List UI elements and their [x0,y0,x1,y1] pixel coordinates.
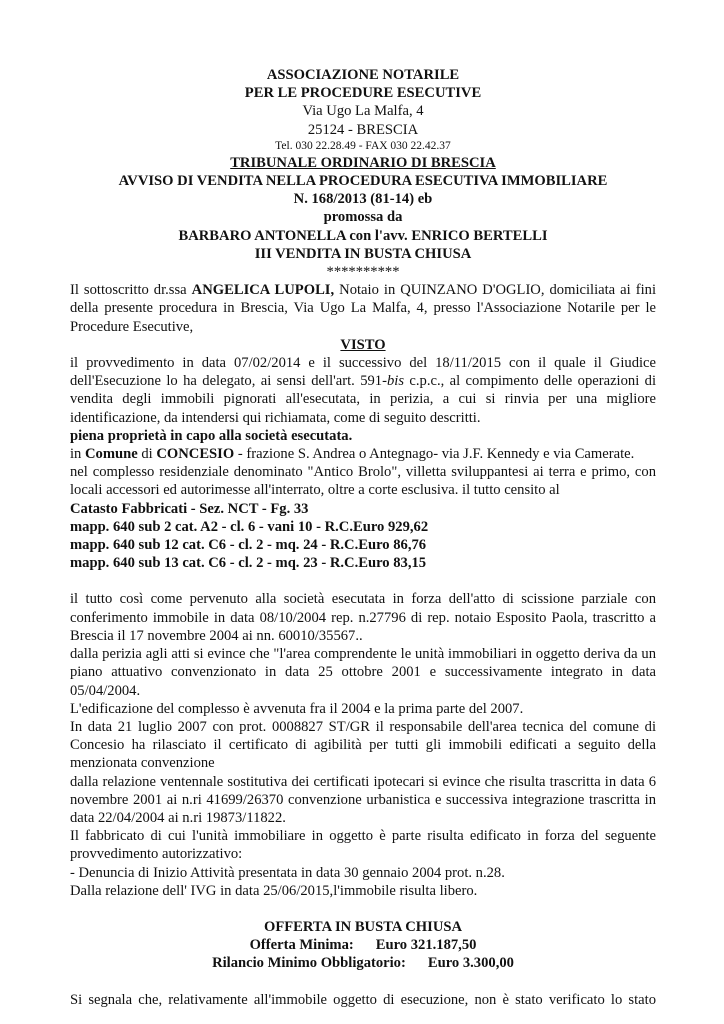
property-description: nel complesso residenziale denominato "Antico Brolo", villetta sviluppantesi ai terra e primo, con locali accessori ed autorimesse all'interrato, oltre a corte esclusiva. il tutto censito al [70,464,656,499]
association-name: ASSOCIAZIONE NOTARILE [266,67,460,83]
association-city: 25124 - BRESCIA [307,121,419,138]
comune-name: CONCESIO [156,446,235,463]
body-paragraph-1: il tutto così come pervenuto alla società esecutata in forza dell'atto di scissione parziale con conferimento immobile in data 08/10/2004 rep. n.27796 di rep. notaio Esposito Paola, trascritto a Brescia il 17 novembre 2004 ai nn. 60010/35567.. [70,591,656,644]
offer-minimum [70,936,656,954]
provvedimento-paragraph [70,354,656,427]
visto-heading: VISTO [340,336,386,353]
association-subtitle: PER LE PROCEDURE ESECUTIVE [244,85,482,102]
body-paragraph-4: In data 21 luglio 2007 con prot. 0008827 ST/GR il responsabile dell'area tecnica del comune di Concesio ha rilasciato il certificato di agibilità per tutti gli immobili edificati a seguito della menzionata convenzione [70,718,656,772]
property-title: piena proprietà in capo alla società esecutata. [70,427,353,444]
sale-type: III VENDITA IN BUSTA CHIUSA [254,245,472,262]
notice-title: AVVISO DI VENDITA NELLA PROCEDURA ESECUTIVA IMMOBILIARE [118,173,608,190]
mapp-line: mapp. 640 sub 12 cat. C6 - cl. 2 - mq. 24 - R.C.Euro 86,76 [70,537,427,554]
location-post: - frazione S. Andrea o Antegnago- via J.F. Kennedy e via Camerate. [234,446,635,463]
parties: BARBARO ANTONELLA con l'avv. ENRICO BERTELLI [178,227,548,244]
body-paragraph-2: dalla perizia agli atti si evince che "l'area comprendente le unità immobiliari in oggetto deriva da un piano attuativo convenzionato in data 25 ottobre 2001 e successivamente integrato in data 05/04/2004. [70,646,656,699]
location-pre: in [70,446,85,463]
body-paragraph-5: dalla relazione ventennale sostitutiva dei certificati ipotecari si evince che risulta trascritta in data 6 novembre 2001 ai n.ri 41699/26370 convenzione urbanistica e successiva integrazione trascritta in data 22/04/2004 ai n.ri 19873/11822. [70,773,656,826]
offer-min-label: Offerta Minima: [249,937,354,954]
offer-min-value: Euro 321.187,50 [375,937,477,954]
court-name: TRIBUNALE ORDINARIO DI BRESCIA [230,154,496,171]
promoted-by: promossa da [323,209,403,226]
body-paragraph-7: - Denuncia di Inizio Attività presentata in data 30 gennaio 2004 prot. n.28. [70,864,505,881]
document-page [70,66,656,1009]
property-location [70,445,656,463]
separator-stars: ********** [326,264,400,281]
comune-label: Comune [85,446,138,463]
association-address: Via Ugo La Malfa, 4 [302,103,424,120]
body-paragraph-8: Dalla relazione dell' IVG in data 25/06/2015,l'immobile risulta libero. [70,882,478,899]
notary-name: ANGELICA LUPOLI, [191,282,335,299]
offer-title: OFFERTA IN BUSTA CHIUSA [263,918,463,935]
provv-bis: bis [386,373,404,390]
mapp-line: mapp. 640 sub 13 cat. C6 - cl. 2 - mq. 23 - R.C.Euro 83,15 [70,555,427,572]
body-paragraph-3: L'edificazione del complesso è avvenuta fra il 2004 e la prima parte del 2007. [70,700,524,717]
intro-paragraph [70,281,656,336]
provv-pre: il provvedimento in data 07/02/2014 e il successivo del 18/11/2015 con il quale il Giudice dell'Esecuzione lo ha delegato, ai sensi dell'art. 591- [70,355,656,390]
intro-post: Notaio in QUINZANO D'OGLIO, domiciliata ai fini della presente procedura in Brescia, Via Ugo La Malfa, 4, presso l'Associazione Notarile per le Procedure Esecutive, [70,282,656,335]
procedure-number: N. 168/2013 (81-14) eb [293,191,433,208]
intro-pre: Il sottoscritto dr.ssa [70,282,192,299]
location-mid: di [137,446,157,463]
catasto-line: Catasto Fabbricati - Sez. NCT - Fg. 33 [70,500,309,517]
offer-raise-value: Euro 3.300,00 [427,955,514,972]
offer-raise [70,954,656,972]
closing-paragraph: Si segnala che, relativamente all'immobile oggetto di esecuzione, non è stato verificato lo stato [70,991,656,1008]
association-phone: Tel. 030 22.28.49 - FAX 030 22.42.37 [275,139,451,152]
body-paragraph-6: Il fabbricato di cui l'unità immobiliare in oggetto è parte risulta edificato in forza del seguente provvedimento autorizzativo: [70,828,656,863]
offer-raise-label: Rilancio Minimo Obbligatorio: [212,955,406,972]
mapp-line: mapp. 640 sub 2 cat. A2 - cl. 6 - vani 10 - R.C.Euro 929,62 [70,518,429,535]
provv-post: c.p.c., al compimento delle operazioni di vendita degli immobili pignorati all'esecutata, in perizia, a cui si rinvia per una migliore identificazione, da intendersi qui richiamata, come di seguito descritti. [70,373,657,426]
